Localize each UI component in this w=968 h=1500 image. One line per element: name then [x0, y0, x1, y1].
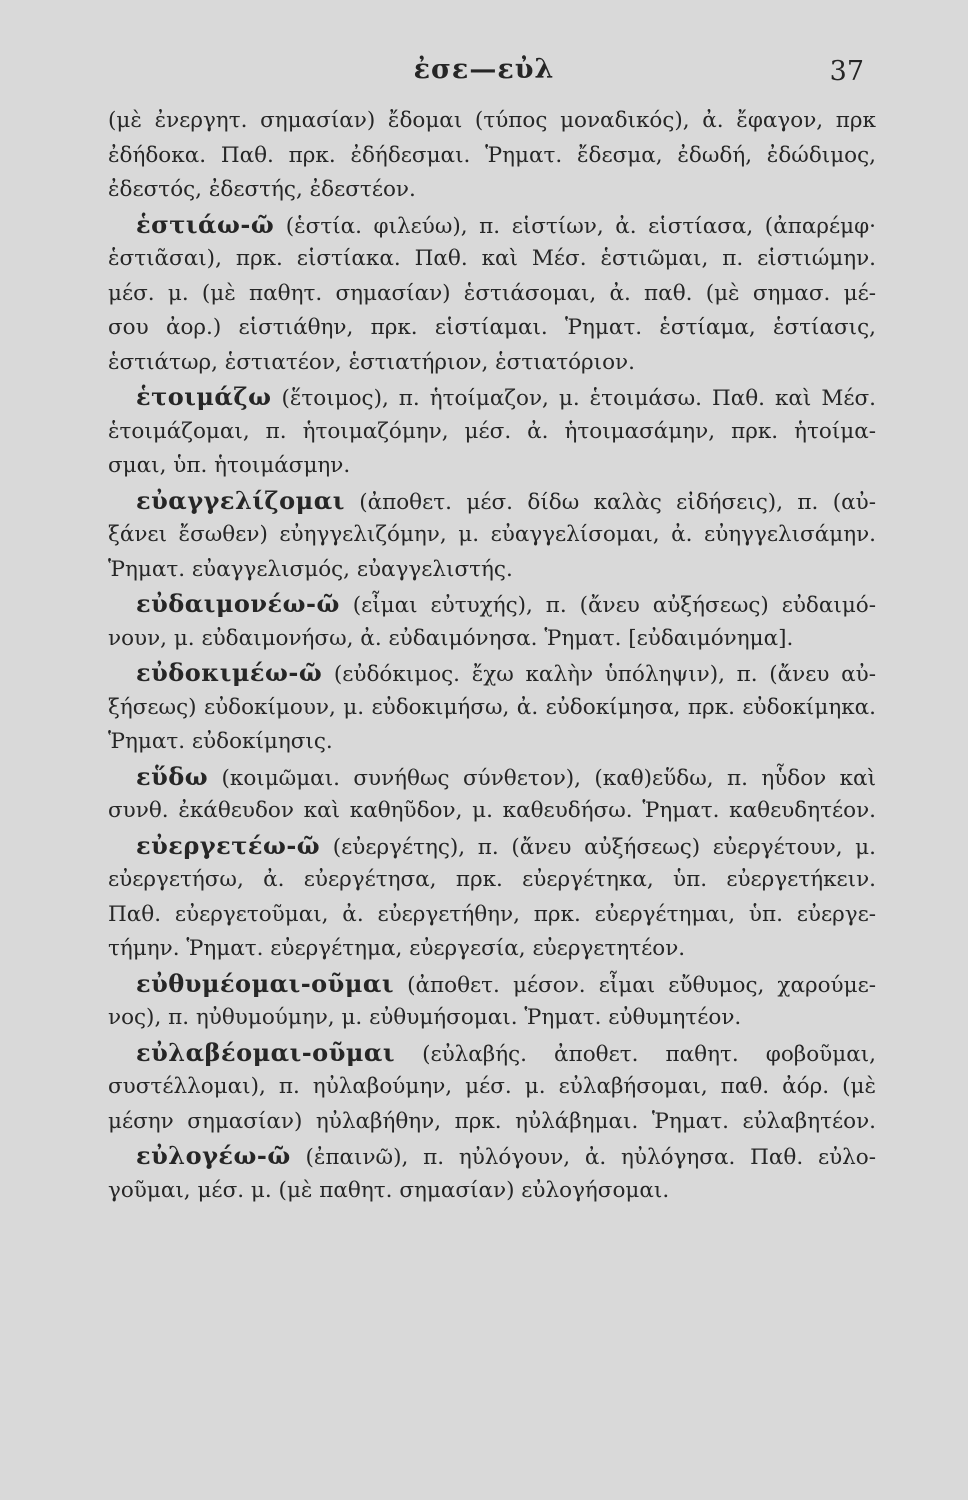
line-text: ἐδήδοκα. Παθ. πρκ. ἐδήδεσμαι. Ῥηματ. ἔδεσμα, ἐδωδή, ἐδώδιμος, — [108, 142, 876, 168]
entry-first-line — [108, 484, 876, 519]
text-line — [108, 1070, 876, 1105]
headword: εὐεργετέω-ῶ — [136, 830, 321, 860]
entry-first-line — [108, 829, 876, 864]
text-line — [108, 104, 876, 139]
line-text: σου ἀορ.) εἱστιάθην, πρκ. εἱστίαμαι. Ῥηματ. ἑστίαμα, ἑστίασις, — [108, 315, 876, 340]
line-text: νος), π. ηὐθυμούμην, μ. εὐθυμήσομαι. Ῥηματ. εὐθυμητέον. — [108, 1005, 742, 1030]
headword: εὐδοκιμέω-ῶ — [136, 658, 323, 687]
text-line — [108, 622, 876, 657]
text-line — [108, 1174, 876, 1209]
text-line — [108, 139, 876, 174]
headword: εὐδαιμονέω-ῶ — [136, 589, 340, 618]
entry-first-line — [108, 656, 876, 691]
line-text: Ῥηματ. εὐδοκίμησις. — [108, 729, 333, 754]
text-line — [108, 553, 876, 588]
headword: ἑτοιμάζω — [136, 382, 272, 411]
entry-first-line — [108, 208, 876, 243]
line-text: (εὐεργέτης), π. (ἄνευ αὐξήσεως) εὐεργέτουν, μ. — [320, 834, 876, 860]
line-text: σμαι, ὑπ. ἡτοιμάσμην. — [108, 453, 351, 478]
entry-first-line — [108, 380, 876, 415]
entry-first-line — [108, 760, 876, 795]
headword: εὐαγγελίζομαι — [136, 485, 345, 515]
line-text: (ἀποθετ. μέσον. εἶμαι εὔθυμος, χαρούμε- — [393, 972, 876, 998]
line-text: μέσ. μ. (μὲ παθητ. σημασίαν) ἑστιάσομαι, ἀ. παθ. (μὲ σημασ. μέ- — [108, 280, 876, 306]
line-text: ἑτοιμάζομαι, π. ἡτοιμαζόμην, μέσ. ἀ. ἡτοιμασάμην, πρκ. ἡτοίμα- — [108, 418, 876, 444]
text-line — [108, 346, 876, 381]
line-text: (εἶμαι εὐτυχής), π. (ἄνευ αὐξήσεως) εὐδαιμό- — [339, 593, 876, 618]
text-line — [108, 691, 876, 726]
text-line — [108, 794, 876, 829]
entry-first-line — [108, 1139, 876, 1174]
line-text: (κοιμῶμαι. συνήθως σύνθετον), (καθ)εὕδω, π. ηὗδον καὶ — [208, 765, 876, 791]
line-text: Ῥηματ. εὐαγγελισμός, εὐαγγελιστής. — [108, 556, 513, 582]
text-line — [108, 1105, 876, 1140]
line-text: (ἕτοιμος), π. ἡτοίμαζον, μ. ἑτοιμάσω. Παθ. καὶ Μέσ. — [271, 386, 876, 411]
page-header — [0, 54, 968, 94]
line-text: τήμην. Ῥηματ. εὐεργέτημα, εὐεργεσία, εὐεργετητέον. — [108, 936, 686, 961]
line-text: (ἑστία. φιλεύω), π. εἱστίων, ἀ. εἱστίασα, (ἀπαρέμφ· — [274, 213, 876, 239]
text-line — [108, 173, 876, 208]
headword: εὕδω — [136, 761, 209, 791]
line-text: (εὐλαβής. ἀποθετ. παθητ. φοβοῦμαι, — [395, 1041, 876, 1067]
text-line — [108, 725, 876, 760]
line-text: νουν, μ. εὐδαιμονήσω, ἀ. εὐδαιμόνησα. Ῥηματ. [εὐδαιμόνημα]. — [108, 625, 794, 651]
entry-first-line — [108, 967, 876, 1002]
text-line — [108, 277, 876, 312]
text-line — [108, 311, 876, 346]
text-line — [108, 932, 876, 967]
line-text: ἑστιάτωρ, ἑστιατέον, ἑστιατήριον, ἑστιατόριον. — [108, 349, 635, 375]
line-text: μέσην σημασίαν) ηὐλαβήθην, πρκ. ηὐλάβημαι. Ῥηματ. εὐλαβητέον. — [108, 1108, 876, 1134]
line-text: (εὐδόκιμος. ἔχω καλὴν ὑπόληψιν), π. (ἄνευ αὐ- — [322, 662, 876, 687]
headword: εὐθυμέομαι-οῦμαι — [136, 968, 394, 998]
line-text: ἐδεστός, ἐδεστής, ἐδεστέον. — [108, 177, 416, 202]
text-line — [108, 863, 876, 898]
text-line — [108, 242, 876, 277]
line-text: ἑστιᾶσαι), πρκ. εἱστίακα. Παθ. καὶ Μέσ. ἑστιῶμαι, π. εἱστιώμην. — [108, 246, 876, 271]
headword: εὐλαβέομαι-οῦμαι — [136, 1037, 395, 1067]
line-text: γοῦμαι, μέσ. μ. (μὲ παθητ. σημασίαν) εὐλογήσομαι. — [108, 1177, 670, 1203]
line-text: (ἐπαινῶ), π. ηὐλόγουν, ἀ. ηὐλόγησα. Παθ. εὐλο- — [290, 1145, 876, 1170]
line-text: εὐεργετήσω, ἀ. εὐεργέτησα, πρκ. εὐεργέτηκα, ὑπ. εὐεργετήκειν. — [108, 867, 876, 892]
line-text: συνθ. ἐκάθευδον καὶ καθηῦδον, μ. καθευδήσω. Ῥηματ. καθευδητέον. — [108, 798, 876, 823]
line-text: συστέλλομαι), π. ηὐλαβούμην, μέσ. μ. εὐλαβήσομαι, παθ. ἀόρ. (μὲ — [108, 1074, 876, 1099]
entry-first-line — [108, 587, 876, 622]
page-body — [108, 104, 876, 1208]
line-text: (ἀποθετ. μέσ. δίδω καλὰς εἰδήσεις), π. (αὐ- — [344, 489, 876, 515]
text-line — [108, 449, 876, 484]
line-text: (μὲ ἐνεργητ. σημασίαν) ἔδομαι (τύπος μοναδικός), ἀ. ἔφαγον, πρκ — [108, 108, 876, 133]
text-line — [108, 415, 876, 450]
headword: εὐλογέω-ῶ — [136, 1141, 291, 1170]
entry-first-line — [108, 1036, 876, 1071]
headword: ἑστιάω-ῶ — [136, 209, 275, 239]
text-line — [108, 518, 876, 553]
page-number: 37 — [829, 56, 864, 87]
line-text: ξήσεως) εὐδοκίμουν, μ. εὐδοκιμήσω, ἀ. εὐδοκίμησα, πρκ. εὐδοκίμηκα. — [108, 694, 876, 720]
text-line — [108, 898, 876, 933]
text-line — [108, 1001, 876, 1036]
line-text: ξάνει ἔσωθεν) εὐηγγελιζόμην, μ. εὐαγγελίσομαι, ἀ. εὐηγγελισάμην. — [108, 522, 876, 547]
line-text: Παθ. εὐεργετοῦμαι, ἀ. εὐεργετήθην, πρκ. εὐεργέτημαι, ὑπ. εὐεργε- — [108, 901, 876, 927]
running-head: ἐσε—εὐλ — [413, 54, 555, 85]
